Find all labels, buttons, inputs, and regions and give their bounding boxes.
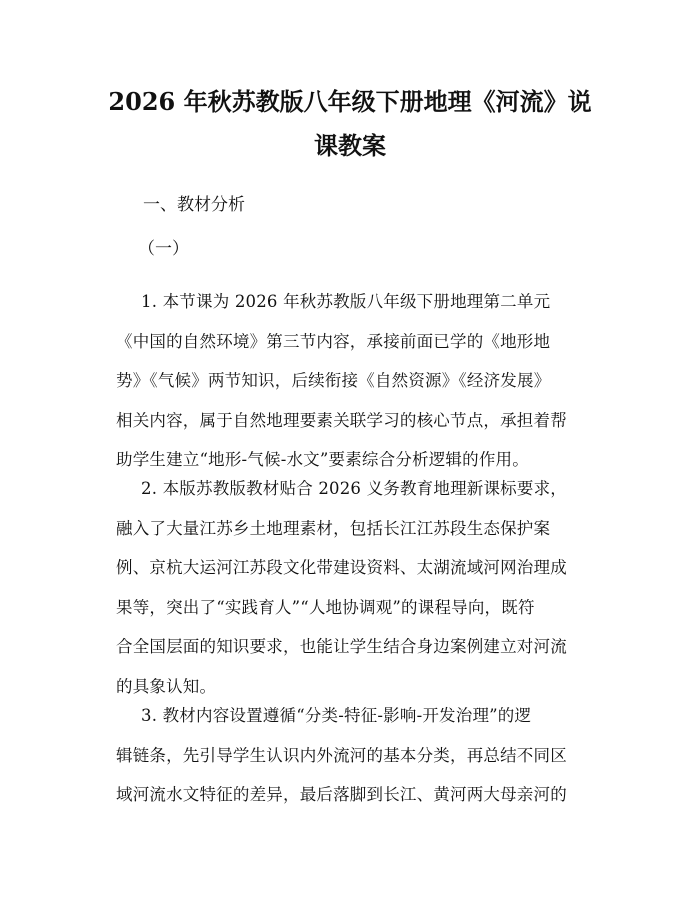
- paragraph-line: 融入了大量江苏乡土地理素材，包括长江江苏段生态保护案: [116, 518, 551, 538]
- paragraph-line: 相关内容，属于自然地理要素关联学习的核心节点，承担着帮: [116, 410, 567, 430]
- paragraph-line: 助学生建立“地形-气候-水文”要素综合分析逻辑的作用。: [116, 450, 529, 469]
- paragraph-line: 势》《气候》两节知识，后续衔接《自然资源》《经济发展》: [116, 371, 551, 390]
- paragraph-line: 合全国层面的知识要求，也能让学生结合身边案例建立对河流: [116, 637, 567, 656]
- section-heading: 一、教材分析: [143, 195, 245, 215]
- section-subheading: （一）: [138, 239, 189, 259]
- paragraph-2: [116, 469, 596, 706]
- paragraph-3: [116, 696, 596, 815]
- paragraph-line: 3. 教材内容设置遵循“分类-特征-影响-开发治理”的逻: [141, 706, 532, 725]
- paragraph-line: 例、京杭大运河江苏段文化带建设资料、太湖流域河网治理成: [116, 558, 567, 577]
- paragraph-1: [116, 282, 596, 480]
- paragraph-line: 果等，突出了“实践育人”“人地协调观”的课程导向，既符: [116, 597, 535, 617]
- paragraph-line: 《中国的自然环境》第三节内容，承接前面已学的《地形地: [116, 331, 551, 351]
- paragraph-line: 域河流水文特征的差异，最后落脚到长江、黄河两大母亲河的: [116, 785, 567, 804]
- document-title-line-2: 课教案: [314, 131, 386, 160]
- paragraph-line: 1. 本节课为 2026 年秋苏教版八年级下册地理第二单元: [141, 292, 551, 311]
- paragraph-line: 的具象认知。: [116, 676, 217, 696]
- paragraph-line: 2. 本版苏教版教材贴合 2026 义务教育地理新课标要求，: [141, 479, 567, 498]
- document-title-line-1: 2026 年秋苏教版八年级下册地理《河流》说: [108, 87, 592, 116]
- paragraph-line: 辑链条，先引导学生认识内外流河的基本分类，再总结不同区: [116, 745, 567, 765]
